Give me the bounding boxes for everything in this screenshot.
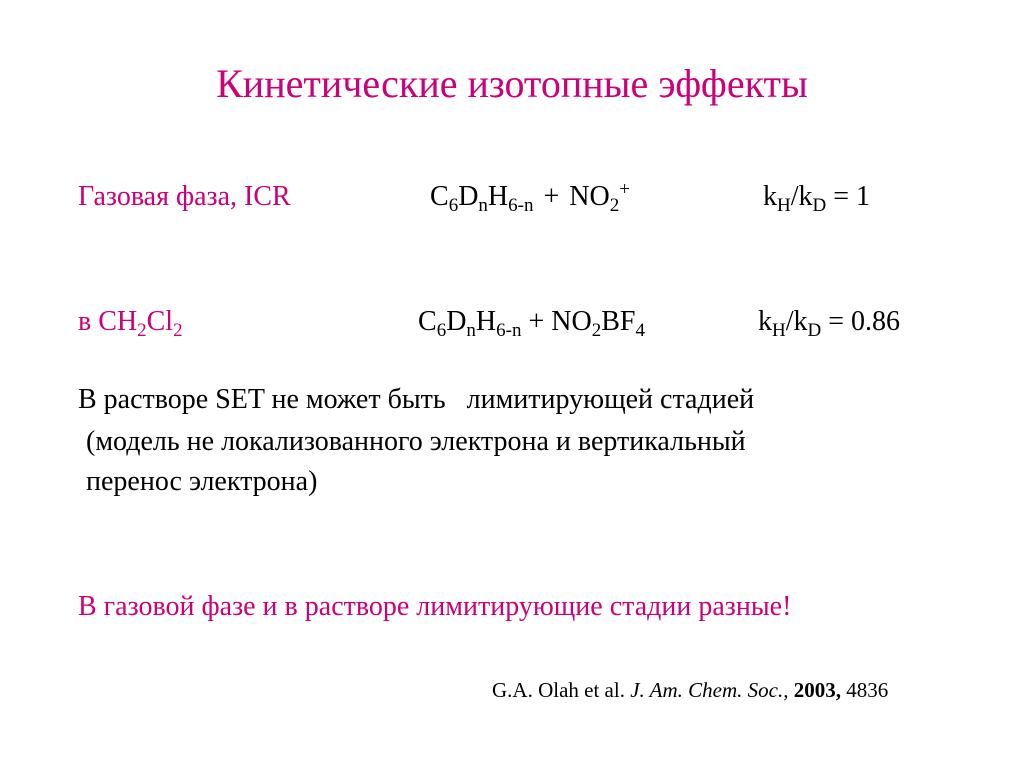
kie-value: = 1 <box>833 181 871 212</box>
kie-h-sub: H <box>777 195 791 216</box>
formula-h-sub: 6-n <box>508 195 534 216</box>
kie-h-sub: H <box>772 320 786 341</box>
formula-d: D <box>446 306 467 337</box>
solvent-pre: в CH <box>78 306 138 337</box>
formula-h-sub: 6-n <box>496 320 522 341</box>
kie-d-sub: D <box>807 320 822 341</box>
solution-formula <box>418 306 645 341</box>
gas-phase-label: Газовая фаза, ICR <box>78 181 291 212</box>
solvent-sub1: 2 <box>137 320 147 341</box>
gas-phase-kie <box>763 181 871 216</box>
solution-kie <box>758 306 901 341</box>
formula-no: NO <box>569 181 610 212</box>
formula-plus-no: + NO <box>528 306 592 337</box>
formula-c-sub: 6 <box>436 320 447 341</box>
paragraph-line-2: (модель не локализованного электрона и вертикальный <box>86 426 746 457</box>
kie-value: = 0.86 <box>828 306 901 337</box>
conclusion-text: В газовой фазе и в растворе лимитирующие стадии разные! <box>78 591 792 622</box>
formula-plus: + <box>543 181 560 212</box>
citation-authors: G.A. Olah et al. <box>492 678 625 702</box>
formula-h: H <box>475 306 497 337</box>
formula-d-sub: n <box>478 195 488 216</box>
paragraph-line-3: перенос электрона) <box>86 466 318 497</box>
formula-no-sub: 2 <box>591 320 602 341</box>
formula-no-sup: + <box>619 179 630 200</box>
paragraph-line-1: В растворе SET не может быть лимитирующей стадией <box>78 384 755 415</box>
citation-journal: J. Am. Chem. Soc., <box>630 678 789 702</box>
formula-no-sub: 2 <box>609 195 620 216</box>
gas-phase-formula <box>430 179 630 216</box>
citation-year: 2003, <box>793 678 841 702</box>
slide-title: Кинетические изотопные эффекты <box>216 61 808 106</box>
formula-bf: BF <box>601 306 636 337</box>
solvent-sub2: 2 <box>173 320 183 341</box>
solution-label <box>78 306 183 341</box>
kie-k: k <box>763 181 777 212</box>
citation-page: 4836 <box>846 678 889 702</box>
formula-bf-sub: 4 <box>635 320 645 341</box>
solvent-mid: Cl <box>146 306 174 337</box>
kie-slash: /k <box>790 181 813 212</box>
formula-d: D <box>458 181 479 212</box>
formula-c-sub: 6 <box>448 195 459 216</box>
kie-slash: /k <box>785 306 808 337</box>
kie-k: k <box>758 306 772 337</box>
formula-c: C <box>418 306 437 337</box>
kie-d-sub: D <box>812 195 827 216</box>
formula-d-sub: n <box>466 320 476 341</box>
citation <box>492 678 888 703</box>
formula-h: H <box>487 181 509 212</box>
formula-c: C <box>430 181 449 212</box>
